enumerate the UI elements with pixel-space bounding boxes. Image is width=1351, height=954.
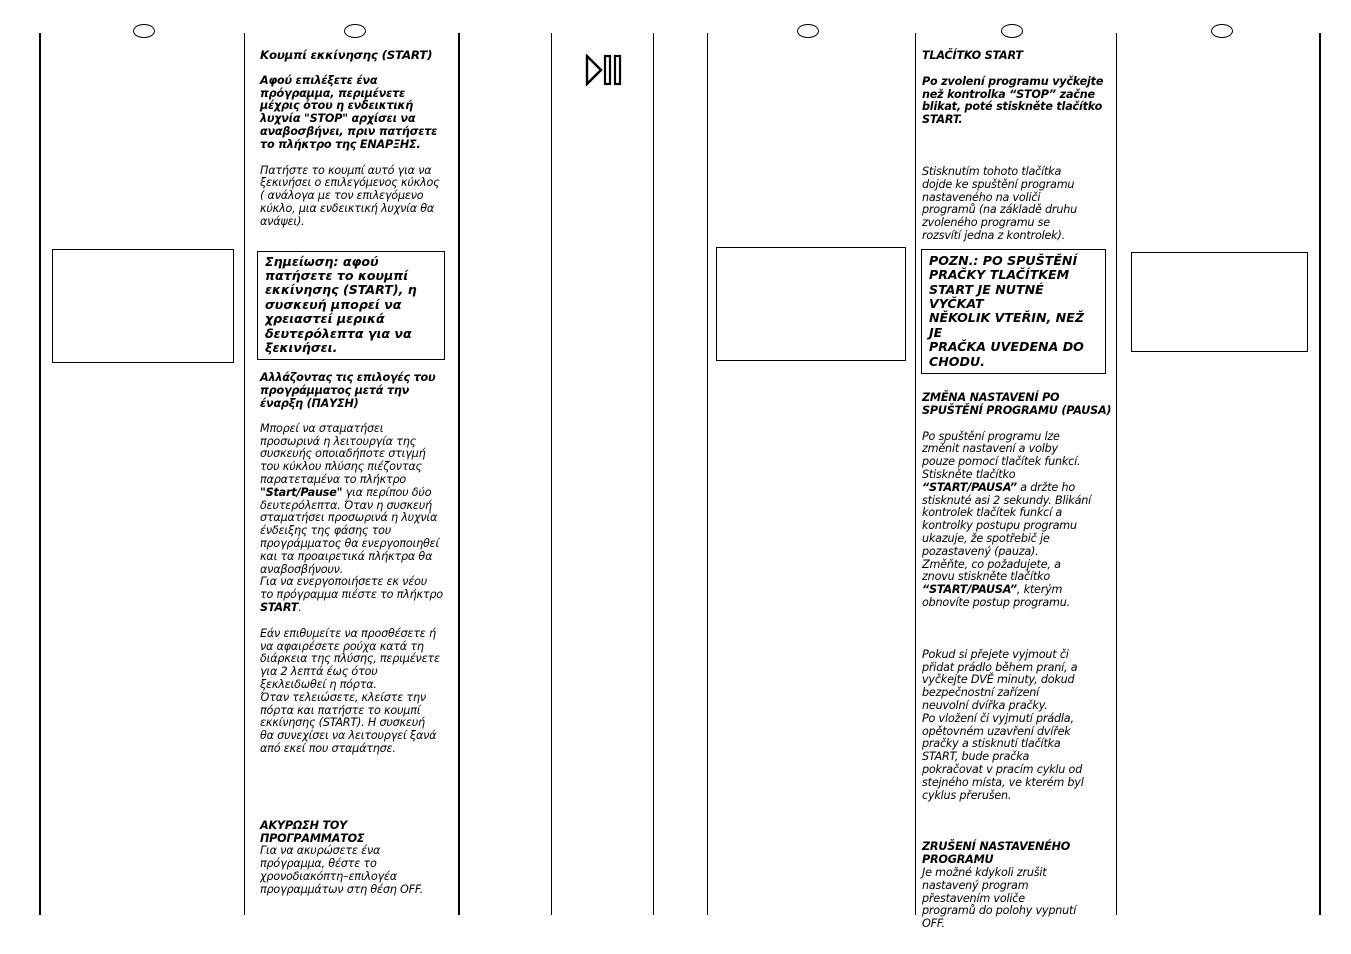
czech-start-body: Stisknutím tohoto tlačítka dojde ke spuštění programu nastaveného na voliči programů (na základě druhu zvoleného programu se rozsvítí jedna z kontrolek). bbox=[922, 164, 1077, 242]
page-rule-right bbox=[1319, 33, 1321, 915]
greek-start-body: Πατήστε το κουμπί αυτό για να ξεκινήσει ο επιλεγόμενος κύκλος ( ανάλογα με τον επιλεγόμενο κύκλο, μια ενδεικτική λυχνία θα ανάψει). bbox=[260, 163, 440, 228]
greek-pause-dot: . bbox=[298, 600, 302, 614]
greek-pause-body bbox=[260, 423, 450, 615]
column-rule bbox=[458, 33, 460, 915]
column-rule bbox=[915, 33, 916, 915]
column-rule bbox=[707, 33, 708, 915]
column-rule bbox=[551, 33, 552, 915]
czech-column bbox=[922, 50, 1114, 931]
language-marker-oval bbox=[1001, 24, 1023, 38]
czech-pause-key-1: “START/PAUSA” bbox=[922, 480, 1017, 494]
czech-pause-text-2: a držte ho stisknuté asi 2 sekundy. Blikání kontrolek tlačítek funkcí a kontrolky postupu programu ukazuje, že spotřebič je pozastavený (pauza). Změňte, co požadujete, a znovu stiskněte tlačítko bbox=[922, 480, 1092, 584]
greek-pause-start: START bbox=[260, 600, 299, 614]
greek-start-heading: Κουμπί εκκίνησης (START) bbox=[260, 48, 433, 62]
language-marker-oval bbox=[133, 24, 155, 38]
greek-door-body: Εάν επιθυμείτε να προσθέσετε ή να αφαιρέσετε ρούχα κατά τη διάρκεια της πλύσης, περιμένετε για 2 λεπτά έως ότου ξεκλειδωθεί η πόρτα. Όταν τελειώσετε, κλείστε την πόρτα και πατήστε το κουμπί εκκίνησης (START). Η συσκευή θα συνεχίσει να λειτουργεί ξανά από εκεί που σταμάτησε. bbox=[260, 626, 440, 755]
czech-pause-key-2: “START/PAUSA” bbox=[922, 583, 1017, 597]
czech-start-instruction: Po zvolení programu vyčkejte než kontrolka “STOP” začne blikat, poté stiskněte tlačítko START. bbox=[922, 74, 1104, 127]
greek-start-instruction: Αφού επιλέξετε ένα πρόγραμμα, περιμένετε μέχρις ότου η ενδεικτική λυχνία "STOP" αρχίσει να αναβοσβήνει, πριν πατήσετε το πλήκτρο της ΕΝΑΡΞΗΣ. bbox=[260, 73, 438, 151]
greek-pause-key: "Start/Pause" bbox=[260, 485, 343, 499]
greek-cancel-body: Για να ακυρώσετε ένα πρόγραμμα, θέστε το χρονοδιακόπτη–επιλογέα προγραμμάτων στη θέση OFF. bbox=[260, 844, 423, 896]
column-rule bbox=[244, 33, 245, 915]
czech-pause-text-3: , kterým obnovíte postup programu. bbox=[922, 583, 1070, 609]
page-rule-left bbox=[39, 33, 41, 915]
czech-pause-heading: ZMĚNA NASTAVENÍ PO SPUŠTĚNÍ PROGRAMU (PAUSA) bbox=[922, 391, 1112, 417]
greek-cancel-heading: ΑΚΥΡΩΣΗ ΤΟΥ ΠΡΟΓΡΑΜΜΑΤΟΣ bbox=[260, 818, 365, 845]
language-marker-oval bbox=[797, 24, 819, 38]
column-rule bbox=[1116, 33, 1117, 915]
czech-pause-body bbox=[922, 431, 1114, 610]
column-rule bbox=[653, 33, 654, 915]
greek-pause-text-2: για περίπου δύο δευτερόλεπτα. Όταν η συσκευή σταματήσει προσωρινά η λυχνία ένδειξης της φάσης του προγράμματος θα ενεργοποιηθεί και τα προαιρετικά πλήκτρα θα αναβοσβήνουν. Για να ενεργοποιήσετε εκ νέου το πρόγραμμα πιέστε το πλήκτρο bbox=[260, 485, 443, 602]
czech-door-body: Pokud si přejete vyjmout či přidat prádlo během praní, a vyčkejte DVĚ minuty, dokud bezpečnostní zařízení neuvolní dvířka pračky. Po vložení či vyjmutí prádla, opětovném uzavření dvířek pračky a stisknutí tlačítka START, bude pračka pokračovat v pracím cyklu od stejného místa, ve kterém byl cyklus přerušen. bbox=[922, 647, 1084, 802]
empty-placeholder-box bbox=[52, 249, 234, 363]
czech-pause-text-1: Po spuštění programu lze změnit nastavení a volby pouze pomocí tlačítek funkcí. Stiskněte tlačítko bbox=[922, 429, 1081, 481]
czech-note-box: POZN.: PO SPUŠTĚNÍ PRAČKY TLAČÍTKEM START JE NUTNÉ VYČKAT NĚKOLIK VTEŘIN, NEŽ JE PRAČKA UVEDENA DO CHODU. bbox=[921, 249, 1106, 374]
czech-start-heading: TLAČÍTKO START bbox=[922, 49, 1023, 62]
greek-pause-heading: Αλλάζοντας τις επιλογές του προγράμματος μετά την έναρξη (ΠΑΥΣΗ) bbox=[260, 371, 436, 410]
greek-note-box: Σημείωση: αφού πατήσετε το κουμπί εκκίνησης (START), η συσκευή μπορεί να χρειαστεί μερικά δευτερόλεπτα για να ξεκινήσει. bbox=[257, 251, 445, 361]
greek-column bbox=[260, 49, 450, 897]
play-pause-icon bbox=[585, 54, 623, 90]
empty-placeholder-box bbox=[716, 247, 906, 361]
language-marker-oval bbox=[344, 24, 366, 38]
czech-cancel-body: Je možné kdykoli zrušit nastavený program přestavením voliče programů do polohy vypnutí OFF. bbox=[922, 865, 1077, 931]
czech-cancel-heading: ZRUŠENÍ NASTAVENÉHO PROGRAMU bbox=[922, 840, 1071, 867]
greek-pause-text-1: Μπορεί να σταματήσει προσωρινά η λειτουργία της συσκευής οποιαδήποτε στιγμή του κύκλου πλύσης πιέζοντας παρατεταμένα το πλήκτρο bbox=[260, 421, 426, 486]
empty-placeholder-box bbox=[1131, 252, 1308, 352]
language-marker-oval bbox=[1211, 24, 1233, 38]
